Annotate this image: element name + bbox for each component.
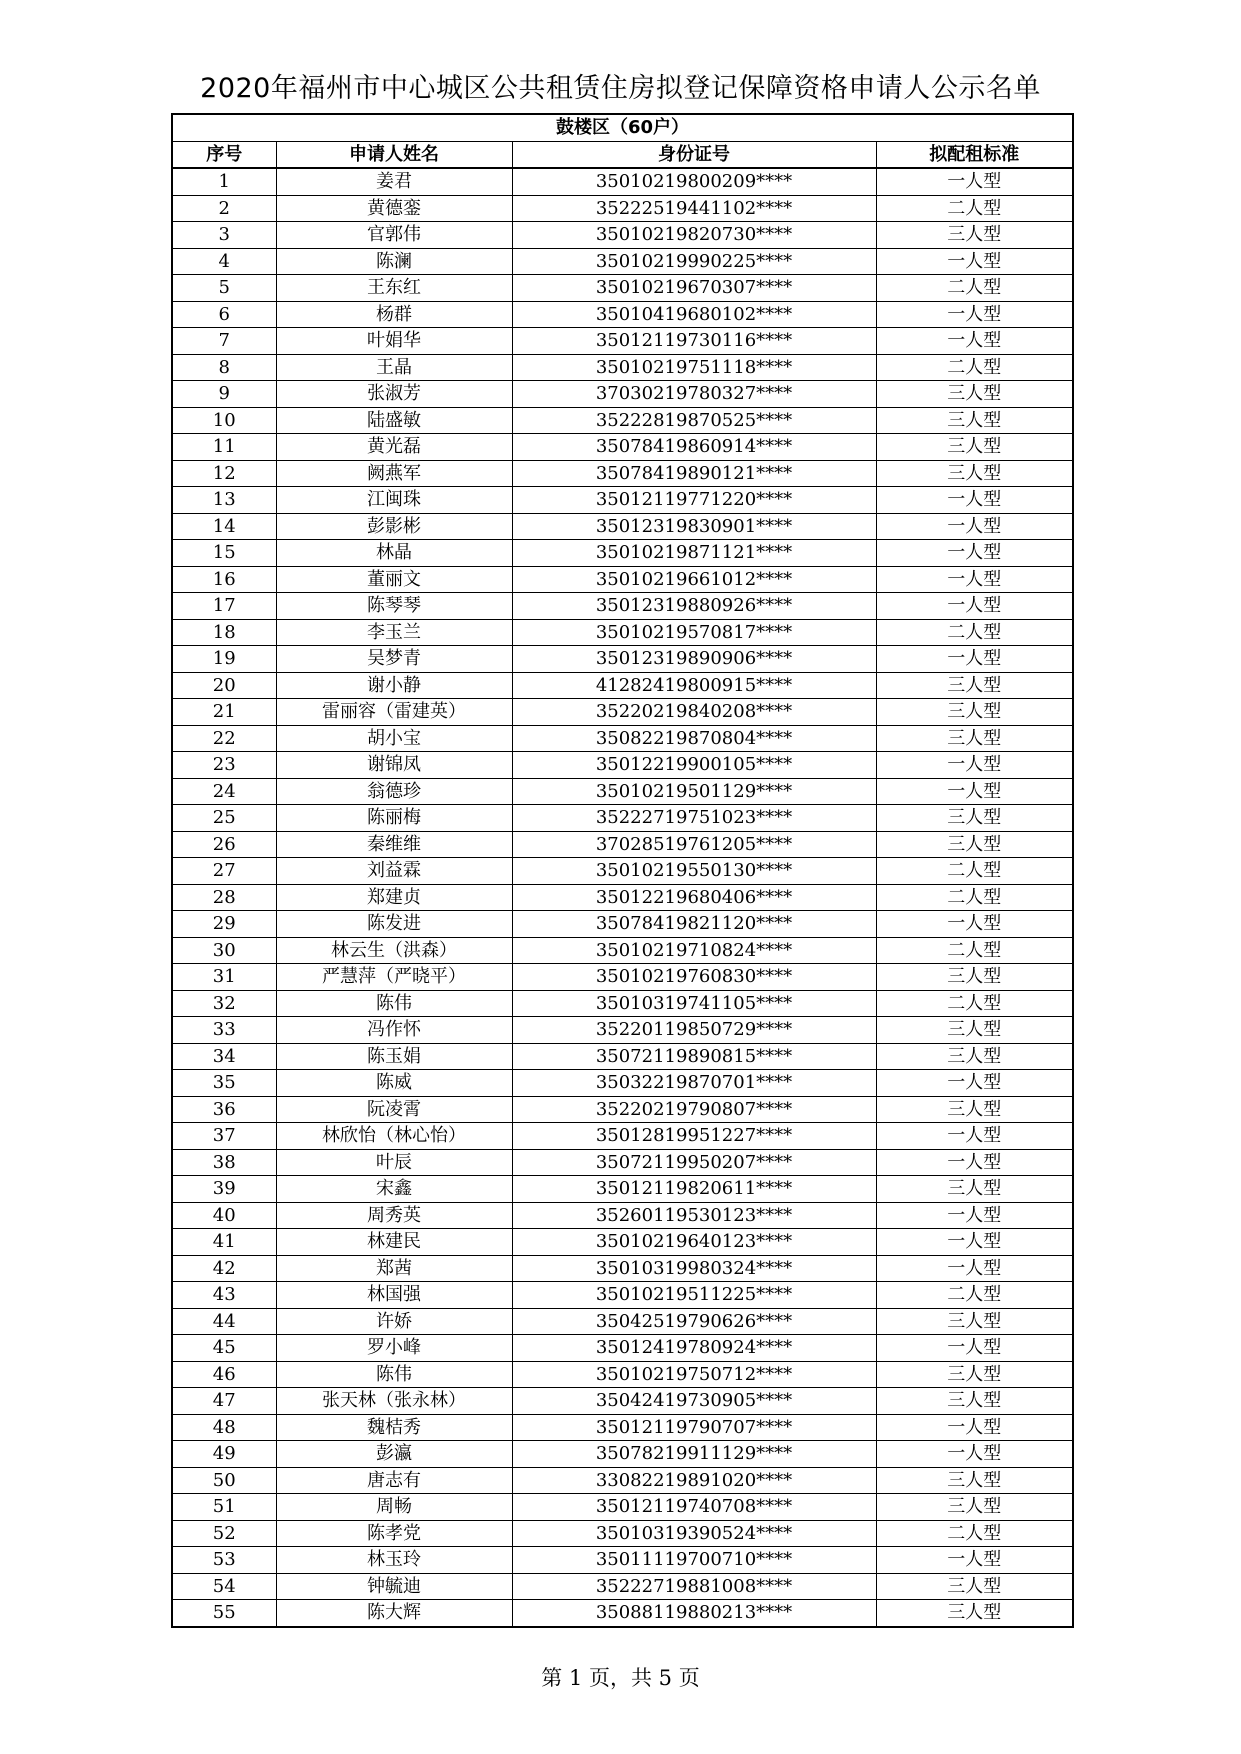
table-row [172,1600,1073,1627]
name-cell: 彭瀛 [276,1441,512,1468]
table-row [172,990,1073,1017]
rent-standard-cell: 一人型 [876,566,1073,593]
table-row [172,354,1073,381]
table-row [172,1096,1073,1123]
table-row [172,487,1073,514]
id-number-cell: 35010219990225**** [512,248,876,275]
id-number-cell: 35010219511225**** [512,1282,876,1309]
rent-standard-cell: 二人型 [876,1520,1073,1547]
name-cell: 林晶 [276,540,512,567]
rent-standard-cell: 二人型 [876,884,1073,911]
serial-cell: 1 [172,168,276,195]
table-row [172,725,1073,752]
rent-standard-cell: 三人型 [876,407,1073,434]
id-number-cell: 35082219870804**** [512,725,876,752]
name-cell: 林欣怡（林心怡） [276,1123,512,1150]
table-row [172,460,1073,487]
id-number-cell: 35260119530123**** [512,1202,876,1229]
table-row [172,778,1073,805]
name-cell: 阮凌霄 [276,1096,512,1123]
name-cell: 魏桔秀 [276,1414,512,1441]
serial-cell: 36 [172,1096,276,1123]
rent-standard-cell: 一人型 [876,911,1073,938]
table-row [172,1149,1073,1176]
table-row [172,248,1073,275]
table-row [172,566,1073,593]
rent-standard-cell: 一人型 [876,168,1073,195]
rent-standard-cell: 三人型 [876,831,1073,858]
serial-cell: 21 [172,699,276,726]
id-number-cell: 35012319830901**** [512,513,876,540]
rent-standard-cell: 三人型 [876,1573,1073,1600]
serial-cell: 6 [172,301,276,328]
name-cell: 谢锦凤 [276,752,512,779]
column-header-id-number: 身份证号 [512,141,876,168]
rent-standard-cell: 一人型 [876,778,1073,805]
serial-cell: 48 [172,1414,276,1441]
rent-standard-cell: 三人型 [876,1467,1073,1494]
table-row [172,540,1073,567]
table-row [172,301,1073,328]
name-cell: 黄光磊 [276,434,512,461]
id-number-cell: 35072119890815**** [512,1043,876,1070]
rent-standard-cell: 二人型 [876,1282,1073,1309]
rent-standard-cell: 一人型 [876,1149,1073,1176]
id-number-cell: 35012119771220**** [512,487,876,514]
column-header-name: 申请人姓名 [276,141,512,168]
table-row [172,1494,1073,1521]
name-cell: 郑建贞 [276,884,512,911]
rent-standard-cell: 三人型 [876,1308,1073,1335]
id-number-cell: 35010319741105**** [512,990,876,1017]
rent-standard-cell: 三人型 [876,1361,1073,1388]
id-number-cell: 35078419860914**** [512,434,876,461]
serial-cell: 14 [172,513,276,540]
serial-cell: 40 [172,1202,276,1229]
serial-cell: 27 [172,858,276,885]
serial-cell: 39 [172,1176,276,1203]
serial-cell: 11 [172,434,276,461]
rent-standard-cell: 三人型 [876,1043,1073,1070]
rent-standard-cell: 一人型 [876,487,1073,514]
id-number-cell: 37028519761205**** [512,831,876,858]
serial-cell: 50 [172,1467,276,1494]
rent-standard-cell: 二人型 [876,275,1073,302]
id-number-cell: 35010219710824**** [512,937,876,964]
serial-cell: 30 [172,937,276,964]
name-cell: 陈威 [276,1070,512,1097]
serial-cell: 41 [172,1229,276,1256]
page-footer: 第 1 页，共 5 页 [541,1666,700,1690]
serial-cell: 28 [172,884,276,911]
rent-standard-cell: 二人型 [876,354,1073,381]
id-number-cell: 37030219780327**** [512,381,876,408]
name-cell: 秦维维 [276,831,512,858]
table-row [172,937,1073,964]
id-number-cell: 35012119820611**** [512,1176,876,1203]
name-cell: 许娇 [276,1308,512,1335]
serial-cell: 38 [172,1149,276,1176]
name-cell: 林玉玲 [276,1547,512,1574]
rent-standard-cell: 一人型 [876,301,1073,328]
name-cell: 胡小宝 [276,725,512,752]
name-cell: 周秀英 [276,1202,512,1229]
id-number-cell: 35010219800209**** [512,168,876,195]
table-row [172,1547,1073,1574]
id-number-cell: 35220119850729**** [512,1017,876,1044]
name-cell: 黄德銮 [276,195,512,222]
serial-cell: 37 [172,1123,276,1150]
table-row [172,434,1073,461]
table-row [172,407,1073,434]
rent-standard-cell: 三人型 [876,1388,1073,1415]
table-row [172,884,1073,911]
table-row [172,752,1073,779]
name-cell: 林云生（洪森） [276,937,512,964]
table-row [172,831,1073,858]
id-number-cell: 35220219840208**** [512,699,876,726]
rent-standard-cell: 三人型 [876,1600,1073,1627]
name-cell: 刘益霖 [276,858,512,885]
serial-cell: 15 [172,540,276,567]
serial-cell: 54 [172,1573,276,1600]
rent-standard-cell: 一人型 [876,1414,1073,1441]
table-row [172,1361,1073,1388]
id-number-cell: 35222519441102**** [512,195,876,222]
serial-cell: 44 [172,1308,276,1335]
table-row [172,593,1073,620]
serial-cell: 10 [172,407,276,434]
name-cell: 李玉兰 [276,619,512,646]
table-row [172,381,1073,408]
table-row [172,1229,1073,1256]
serial-cell: 33 [172,1017,276,1044]
rent-standard-cell: 一人型 [876,1255,1073,1282]
rent-standard-cell: 三人型 [876,964,1073,991]
serial-cell: 16 [172,566,276,593]
rent-standard-cell: 二人型 [876,619,1073,646]
name-cell: 陈丽梅 [276,805,512,832]
table-row [172,195,1073,222]
id-number-cell: 35010319390524**** [512,1520,876,1547]
id-number-cell: 35010319980324**** [512,1255,876,1282]
name-cell: 陈澜 [276,248,512,275]
serial-cell: 17 [172,593,276,620]
table-row [172,1414,1073,1441]
rent-standard-cell: 一人型 [876,1229,1073,1256]
serial-cell: 26 [172,831,276,858]
rent-standard-cell: 二人型 [876,937,1073,964]
table-row [172,699,1073,726]
serial-cell: 22 [172,725,276,752]
table-row [172,1520,1073,1547]
serial-cell: 18 [172,619,276,646]
district-heading: 鼓楼区（60户） [172,114,1073,141]
name-cell: 翁德珍 [276,778,512,805]
table-row [172,911,1073,938]
id-number-cell: 35012419780924**** [512,1335,876,1362]
name-cell: 严慧萍（严晓平） [276,964,512,991]
id-number-cell: 35010219661012**** [512,566,876,593]
serial-cell: 3 [172,222,276,249]
rent-standard-cell: 一人型 [876,328,1073,355]
name-cell: 陈伟 [276,1361,512,1388]
serial-cell: 2 [172,195,276,222]
id-number-cell: 35032219870701**** [512,1070,876,1097]
serial-cell: 45 [172,1335,276,1362]
rent-standard-cell: 二人型 [876,990,1073,1017]
rent-standard-cell: 三人型 [876,434,1073,461]
id-number-cell: 35222719881008**** [512,1573,876,1600]
serial-cell: 42 [172,1255,276,1282]
table-row [172,1043,1073,1070]
table-row [172,1308,1073,1335]
serial-cell: 20 [172,672,276,699]
serial-cell: 9 [172,381,276,408]
name-cell: 郑茜 [276,1255,512,1282]
serial-cell: 49 [172,1441,276,1468]
id-number-cell: 35088119880213**** [512,1600,876,1627]
name-cell: 叶娟华 [276,328,512,355]
serial-cell: 35 [172,1070,276,1097]
serial-cell: 51 [172,1494,276,1521]
rent-standard-cell: 一人型 [876,1547,1073,1574]
rent-standard-cell: 三人型 [876,1176,1073,1203]
id-number-cell: 35042419730905**** [512,1388,876,1415]
name-cell: 林国强 [276,1282,512,1309]
name-cell: 陈玉娟 [276,1043,512,1070]
name-cell: 吴梦青 [276,646,512,673]
name-cell: 陈琴琴 [276,593,512,620]
name-cell: 王晶 [276,354,512,381]
table-row [172,275,1073,302]
table-row [172,1388,1073,1415]
rent-standard-cell: 三人型 [876,1096,1073,1123]
rent-standard-cell: 三人型 [876,672,1073,699]
serial-cell: 52 [172,1520,276,1547]
rent-standard-cell: 一人型 [876,1123,1073,1150]
id-number-cell: 35078419890121**** [512,460,876,487]
table-row [172,328,1073,355]
name-cell: 王东红 [276,275,512,302]
name-cell: 雷丽容（雷建英） [276,699,512,726]
serial-cell: 8 [172,354,276,381]
id-number-cell: 35012119740708**** [512,1494,876,1521]
rent-standard-cell: 一人型 [876,593,1073,620]
name-cell: 陈孝党 [276,1520,512,1547]
rent-standard-cell: 一人型 [876,1441,1073,1468]
rent-standard-cell: 一人型 [876,1335,1073,1362]
id-number-cell: 35010219760830**** [512,964,876,991]
id-number-cell: 35072119950207**** [512,1149,876,1176]
serial-cell: 5 [172,275,276,302]
id-number-cell: 35010419680102**** [512,301,876,328]
id-number-cell: 35012219680406**** [512,884,876,911]
serial-cell: 13 [172,487,276,514]
table-row [172,222,1073,249]
id-number-cell: 35010219670307**** [512,275,876,302]
name-cell: 官郭伟 [276,222,512,249]
table-row [172,858,1073,885]
name-cell: 张天林（张永林） [276,1388,512,1415]
name-cell: 陈伟 [276,990,512,1017]
id-number-cell: 35042519790626**** [512,1308,876,1335]
id-number-cell: 35010219820730**** [512,222,876,249]
rent-standard-cell: 一人型 [876,1070,1073,1097]
id-number-cell: 35010219751118**** [512,354,876,381]
table-row [172,168,1073,195]
id-number-cell: 35012319890906**** [512,646,876,673]
serial-cell: 55 [172,1600,276,1627]
serial-cell: 19 [172,646,276,673]
serial-cell: 24 [172,778,276,805]
name-cell: 唐志有 [276,1467,512,1494]
table-row [172,1441,1073,1468]
table-row [172,1573,1073,1600]
rent-standard-cell: 三人型 [876,1494,1073,1521]
name-cell: 谢小静 [276,672,512,699]
rent-standard-cell: 一人型 [876,646,1073,673]
district-row [172,114,1073,141]
id-number-cell: 35010219871121**** [512,540,876,567]
id-number-cell: 35078219911129**** [512,1441,876,1468]
rent-standard-cell: 二人型 [876,195,1073,222]
serial-cell: 43 [172,1282,276,1309]
name-cell: 阙燕军 [276,460,512,487]
rent-standard-cell: 三人型 [876,699,1073,726]
id-number-cell: 35010219501129**** [512,778,876,805]
serial-cell: 7 [172,328,276,355]
name-cell: 江闽珠 [276,487,512,514]
serial-cell: 53 [172,1547,276,1574]
name-cell: 董丽文 [276,566,512,593]
serial-cell: 46 [172,1361,276,1388]
id-number-cell: 35222819870525**** [512,407,876,434]
serial-cell: 12 [172,460,276,487]
serial-cell: 32 [172,990,276,1017]
id-number-cell: 35012119790707**** [512,1414,876,1441]
id-number-cell: 41282419800915**** [512,672,876,699]
name-cell: 陈大辉 [276,1600,512,1627]
name-cell: 张淑芳 [276,381,512,408]
rent-standard-cell: 三人型 [876,460,1073,487]
id-number-cell: 33082219891020**** [512,1467,876,1494]
id-number-cell: 35220219790807**** [512,1096,876,1123]
rent-standard-cell: 三人型 [876,725,1073,752]
table-row [172,513,1073,540]
rent-standard-cell: 二人型 [876,858,1073,885]
column-header-row [172,141,1073,168]
name-cell: 周畅 [276,1494,512,1521]
name-cell: 冯作怀 [276,1017,512,1044]
id-number-cell: 35078419821120**** [512,911,876,938]
rent-standard-cell: 一人型 [876,248,1073,275]
table-row [172,1255,1073,1282]
id-number-cell: 35012819951227**** [512,1123,876,1150]
table-row [172,646,1073,673]
name-cell: 叶辰 [276,1149,512,1176]
table-row [172,1017,1073,1044]
rent-standard-cell: 一人型 [876,513,1073,540]
id-number-cell: 35011119700710**** [512,1547,876,1574]
table-row [172,1123,1073,1150]
rent-standard-cell: 三人型 [876,381,1073,408]
table-row [172,1202,1073,1229]
serial-cell: 31 [172,964,276,991]
table-row [172,1176,1073,1203]
serial-cell: 25 [172,805,276,832]
table-row [172,619,1073,646]
id-number-cell: 35012319880926**** [512,593,876,620]
column-header-serial: 序号 [172,141,276,168]
id-number-cell: 35010219640123**** [512,1229,876,1256]
id-number-cell: 35222719751023**** [512,805,876,832]
rent-standard-cell: 三人型 [876,1017,1073,1044]
rent-standard-cell: 三人型 [876,222,1073,249]
name-cell: 罗小峰 [276,1335,512,1362]
name-cell: 彭影彬 [276,513,512,540]
id-number-cell: 35012219900105**** [512,752,876,779]
name-cell: 杨群 [276,301,512,328]
column-header-rent-standard: 拟配租标准 [876,141,1073,168]
page-title: 2020年福州市中心城区公共租赁住房拟登记保障资格申请人公示名单 [200,73,1041,104]
serial-cell: 47 [172,1388,276,1415]
name-cell: 姜君 [276,168,512,195]
name-cell: 陆盛敏 [276,407,512,434]
serial-cell: 34 [172,1043,276,1070]
serial-cell: 29 [172,911,276,938]
name-cell: 钟毓迪 [276,1573,512,1600]
table-row [172,805,1073,832]
id-number-cell: 35010219750712**** [512,1361,876,1388]
serial-cell: 23 [172,752,276,779]
table-row [172,672,1073,699]
rent-standard-cell: 一人型 [876,1202,1073,1229]
rent-standard-cell: 一人型 [876,752,1073,779]
table-row [172,1282,1073,1309]
id-number-cell: 35012119730116**** [512,328,876,355]
applicant-table [171,113,1074,1628]
table-row [172,1070,1073,1097]
name-cell: 宋鑫 [276,1176,512,1203]
table-row [172,1335,1073,1362]
name-cell: 陈发进 [276,911,512,938]
table-row [172,1467,1073,1494]
id-number-cell: 35010219550130**** [512,858,876,885]
table-row [172,964,1073,991]
serial-cell: 4 [172,248,276,275]
name-cell: 林建民 [276,1229,512,1256]
rent-standard-cell: 一人型 [876,540,1073,567]
table-body [172,168,1073,1627]
rent-standard-cell: 三人型 [876,805,1073,832]
id-number-cell: 35010219570817**** [512,619,876,646]
